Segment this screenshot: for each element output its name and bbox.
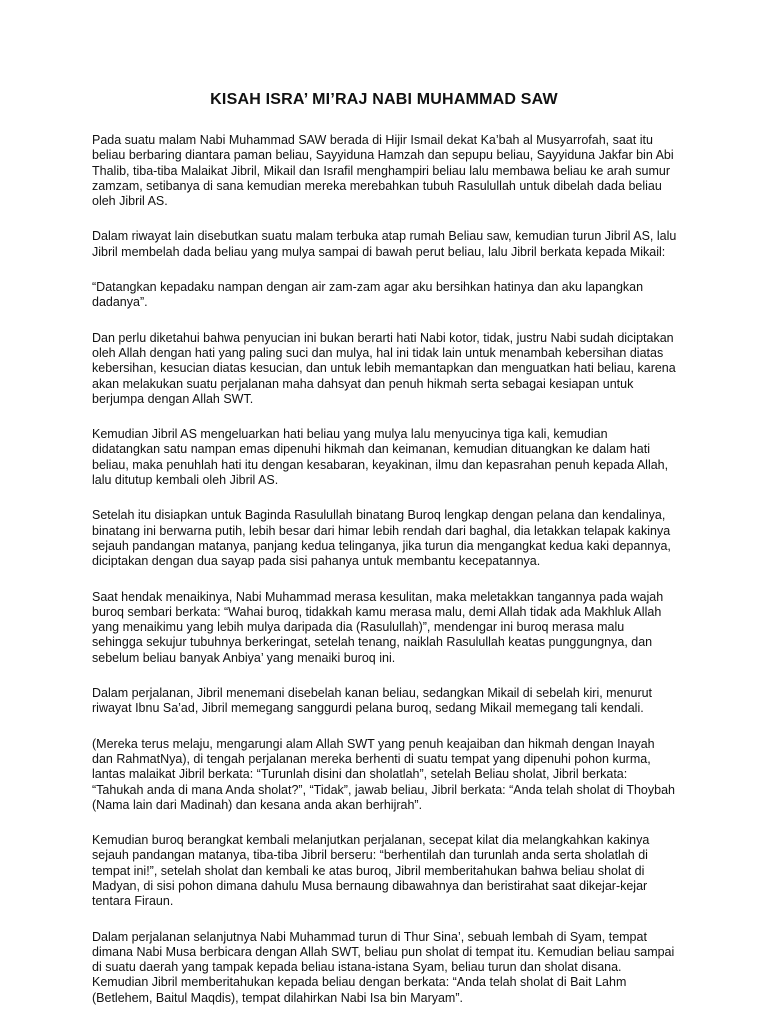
paragraph: Saat hendak menaikinya, Nabi Muhammad merasa kesulitan, maka meletakkan tangannya pada wajah buroq sembari berkata: “Wahai buroq, tidakkah kamu merasa malu, demi Allah tidak ada Makhluk Allah yang menaikimu yang lebih mulya daripada dia (Rasulullah)”, mendengar ini buroq merasa malu sehingga sekujur tubuhnya berkeringat, setelah tenang, naiklah Rasulullah keatas punggungnya, dan sebelum beliau banyak Anbiya’ yang menaiki buroq ini. [92,589,664,665]
paragraph: (Mereka terus melaju, mengarungi alam Allah SWT yang penuh keajaiban dan hikmah dengan Inayah dan RahmatNya), di tengah perjalanan mereka berhenti di suatu tempat yang dipenuhi pohon kurma, lantas malaikat Jibril berkata: “Turunlah disini dan sholatlah”, setelah Beliau sholat, Jibril berkata: “Tahukah anda di mana Anda sholat?”, “Tidak”, jawab beliau, Jibril berkata: “Anda telah sholat di Thoybah (Nama lain dari Madinah) dan kesana anda akan berhijrah”. [92,736,675,812]
paragraph: Dalam perjalanan selanjutnya Nabi Muhammad turun di Thur Sina’, sebuah lembah di Syam, tempat dimana Nabi Musa berbicara dengan Allah SWT, beliau pun sholat di tempat itu. Kemudian beliau sampai di suatu daerah yang tampak kepada beliau istana-istana Syam, beliau turun dan sholat disana. Kemudian Jibril memberitahukan kepada beliau dengan berkata: “Anda telah sholat di Bait Lahm (Betlehem, Baitul Maqdis), tempat dilahirkan Nabi Isa bin Maryam”. [92,929,675,1005]
paragraph: Dalam riwayat lain disebutkan suatu malam terbuka atap rumah Beliau saw, kemudian turun Jibril AS, lalu Jibril membelah dada beliau yang mulya sampai di bawah perut beliau, lalu Jibril berkata kepada Mikail: [92,229,677,259]
paragraph: Dalam perjalanan, Jibril menemani disebelah kanan beliau, sedangkan Mikail di sebelah kiri, menurut riwayat Ibnu Sa’ad, Jibril memegang sanggurdi pelana buroq, sedang Mikail memegang tali kendali. [92,686,653,716]
document-title: KISAH ISRA’ MI’RAJ NABI MUHAMMAD SAW [210,91,558,108]
paragraph: Pada suatu malam Nabi Muhammad SAW berada di Hijir Ismail dekat Ka’bah al Musyarrofah, saat itu beliau berbaring diantara paman beliau, Sayyiduna Hamzah dan sepupu beliau, Sayyiduna Jakfar bin Abi Thalib, tiba-tiba Malaikat Jibril, Mikail dan Israfil menghampiri beliau lalu membawa beliau ke arah sumur zamzam, setibanya di sana kemudian mereka merebahkan tubuh Rasulullah untuk dibelah dada beliau oleh Jibril AS. [92,133,674,209]
paragraph: Dan perlu diketahui bahwa penyucian ini bukan berarti hati Nabi kotor, tidak, justru Nabi sudah diciptakan oleh Allah dengan hati yang paling suci dan mulya, hal ini tidak lain untuk menambah kebersihan diatas kebersihan, kesucian diatas kesucian, dan untuk lebih memantapkan dan menguatkan hati beliau, karena akan melakukan suatu perjalanan maha dahsyat dan penuh hikmah serta sebagai kesiapan untuk berjumpa dengan Allah SWT. [92,330,676,406]
paragraph: “Datangkan kepadaku nampan dengan air zam-zam agar aku bersihkan hatinya dan aku lapangkan dadanya”. [92,280,644,310]
document-body [92,133,678,1026]
paragraph: Setelah itu disiapkan untuk Baginda Rasulullah binatang Buroq lengkap dengan pelana dan kendalinya, binatang ini berwarna putih, lebih besar dari himar lebih rendah dari baghal, dia letakkan telapak kakinya sejauh pandangan matanya, panjang kedua telinganya, jika turun dia mengangkat kedua kaki depannya, diciptakan dengan dua sayap pada sisi pahanya untuk membantu kecepatannya. [92,508,671,569]
paragraph: Kemudian buroq berangkat kembali melanjutkan perjalanan, secepat kilat dia melangkahkan kakinya sejauh pandangan matanya, tiba-tiba Jibril berseru: “berhentilah dan turunlah anda serta sholatlah di tempat ini!”, setelah sholat dan kembali ke atas buroq, Jibril memberitahukan bahwa beliau sholat di Madyan, di sisi pohon dimana dahulu Musa bernaung dibawahnya dan beristirahat saat dikejar-kejar tentara Firaun. [92,833,650,909]
paragraph: Kemudian Jibril AS mengeluarkan hati beliau yang mulya lalu menyucinya tiga kali, kemudian didatangkan satu nampan emas dipenuhi hikmah dan keimanan, kemudian dituangkan ke dalam hati beliau, maka penuhlah hati itu dengan kesabaran, keyakinan, ilmu dan kepasrahan penuh kepada Allah, lalu ditutup kembali oleh Jibril AS. [92,427,669,488]
